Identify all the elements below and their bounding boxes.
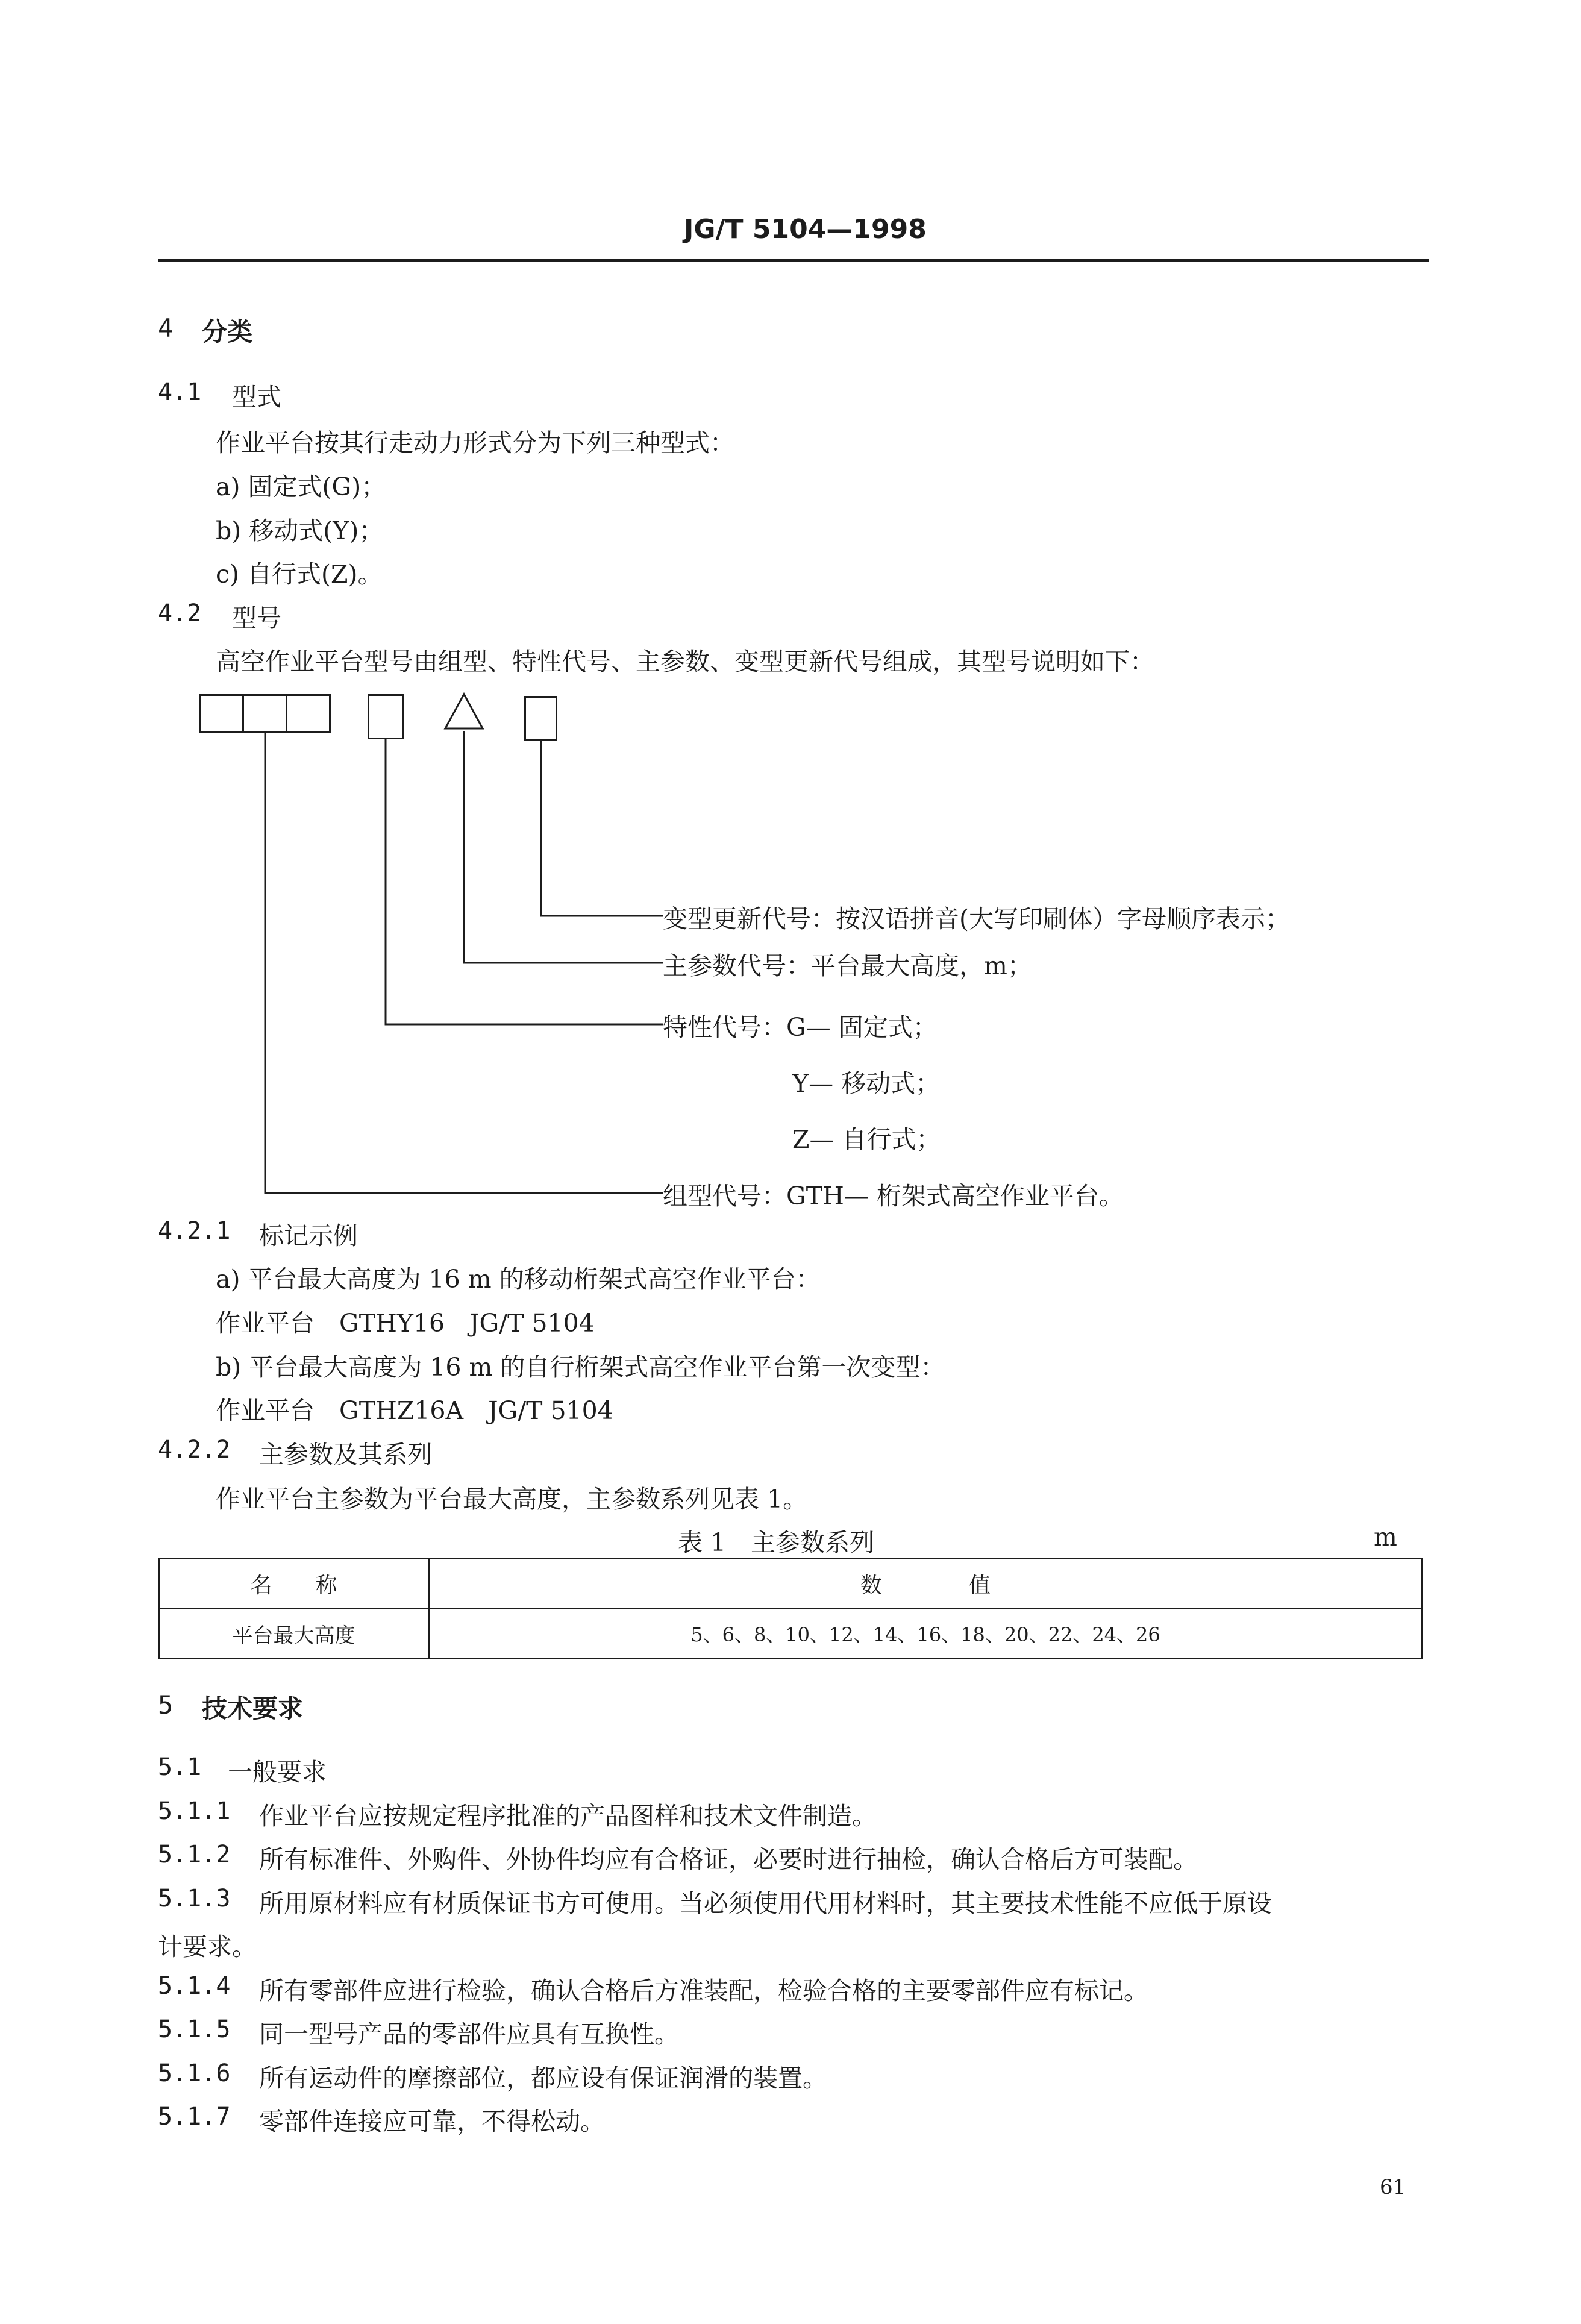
section-5-number: 5 <box>158 1690 174 1720</box>
example-a-code: 作业平台 GTHY16 JG/T 5104 <box>216 1309 595 1338</box>
item-5-1-7-number: 5.1.7 <box>158 2103 231 2131</box>
section-4-title: 分类 <box>202 317 253 346</box>
item-5-1-3-text: 所用原材料应有材质保证书方可使用。当必须使用代用材料时，其主要技术性能不应低于原设 <box>259 1889 1272 1918</box>
section-4-2-2-title: 主参数及其系列 <box>259 1440 432 1469</box>
standard-number: JG/T 5104—1998 <box>684 214 927 245</box>
item-5-1-2-text: 所有标准件、外购件、外协件均应有合格证，必要时进行抽检，确认合格后方可装配。 <box>259 1845 1198 1874</box>
table-cell-values: 5、6、8、10、12、14、16、18、20、22、24、26 <box>429 1609 1423 1659</box>
item-5-1-3-number: 5.1.3 <box>158 1885 231 1912</box>
table-header-value: 数 值 <box>429 1559 1423 1609</box>
item-5-1-4-text: 所有零部件应进行检验，确认合格后方准装配，检验合格的主要零部件应有标记。 <box>259 1976 1148 2005</box>
section-5-title: 技术要求 <box>202 1694 304 1723</box>
section-4-number: 4 <box>158 313 174 343</box>
label-group-code: 组型代号：GTH— 桁架式高空作业平台。 <box>663 1182 1124 1211</box>
table-1-unit: m <box>1374 1523 1397 1552</box>
section-4-2-number: 4.2 <box>158 600 202 627</box>
label-feature-self: Z— 自行式； <box>792 1125 941 1154</box>
item-5-1-6-text: 所有运动件的摩擦部位，都应设有保证润滑的装置。 <box>259 2064 827 2093</box>
type-item-fixed: a) 固定式(G)； <box>216 472 386 501</box>
item-5-1-1-number: 5.1.1 <box>158 1797 231 1825</box>
label-feature-code: 特性代号：G— 固定式； <box>663 1013 938 1042</box>
page-number: 61 <box>1380 2175 1406 2199</box>
section-4-2-1-title: 标记示例 <box>259 1221 358 1250</box>
section-5-1-title: 一般要求 <box>228 1758 327 1787</box>
section-4-2-2-text: 作业平台主参数为平台最大高度，主参数系列见表 1。 <box>216 1485 808 1514</box>
section-4-2-1-number: 4.2.1 <box>158 1217 231 1245</box>
table-cell-name: 平台最大高度 <box>159 1609 429 1659</box>
label-feature-mobile: Y— 移动式； <box>792 1069 941 1098</box>
table-1-caption: 表 1 主参数系列 <box>678 1528 875 1557</box>
example-a-text: a) 平台最大高度为 16 m 的移动桁架式高空作业平台： <box>216 1265 821 1294</box>
table-1 <box>158 1558 1423 1659</box>
label-main-param-code: 主参数代号：平台最大高度，m； <box>663 951 1032 980</box>
item-5-1-3-continuation: 计要求。 <box>158 1932 257 1961</box>
section-4-1-number: 4.1 <box>158 378 202 406</box>
table-header-row <box>159 1559 1423 1609</box>
example-b-text: b) 平台最大高度为 16 m 的自行桁架式高空作业平台第一次变型： <box>216 1353 945 1382</box>
section-4-2-title: 型号 <box>232 604 281 633</box>
table-row <box>159 1609 1423 1659</box>
example-b-code: 作业平台 GTHZ16A JG/T 5104 <box>216 1396 613 1425</box>
item-5-1-6-number: 5.1.6 <box>158 2059 231 2087</box>
label-variant-code: 变型更新代号：按汉语拼音(大写印刷体）字母顺序表示； <box>663 904 1290 933</box>
section-4-1-title: 型式 <box>232 383 281 412</box>
section-4-2-2-number: 4.2.2 <box>158 1436 231 1464</box>
item-5-1-2-number: 5.1.2 <box>158 1841 231 1868</box>
item-5-1-1-text: 作业平台应按规定程序批准的产品图样和技术文件制造。 <box>259 1802 877 1831</box>
type-item-mobile: b) 移动式(Y)； <box>216 516 384 545</box>
item-5-1-5-number: 5.1.5 <box>158 2015 231 2043</box>
section-5-1-number: 5.1 <box>158 1753 202 1781</box>
item-5-1-5-text: 同一型号产品的零部件应具有互换性。 <box>259 2020 679 2049</box>
section-4-2-intro: 高空作业平台型号由组型、特性代号、主参数、变型更新代号组成，其型号说明如下： <box>216 647 1154 676</box>
item-5-1-4-number: 5.1.4 <box>158 1972 231 2000</box>
type-item-self-propelled: c) 自行式(Z)。 <box>216 560 383 589</box>
item-5-1-7-text: 零部件连接应可靠，不得松动。 <box>259 2107 605 2136</box>
table-header-name: 名 称 <box>159 1559 429 1609</box>
section-4-1-intro: 作业平台按其行走动力形式分为下列三种型式： <box>216 428 734 457</box>
